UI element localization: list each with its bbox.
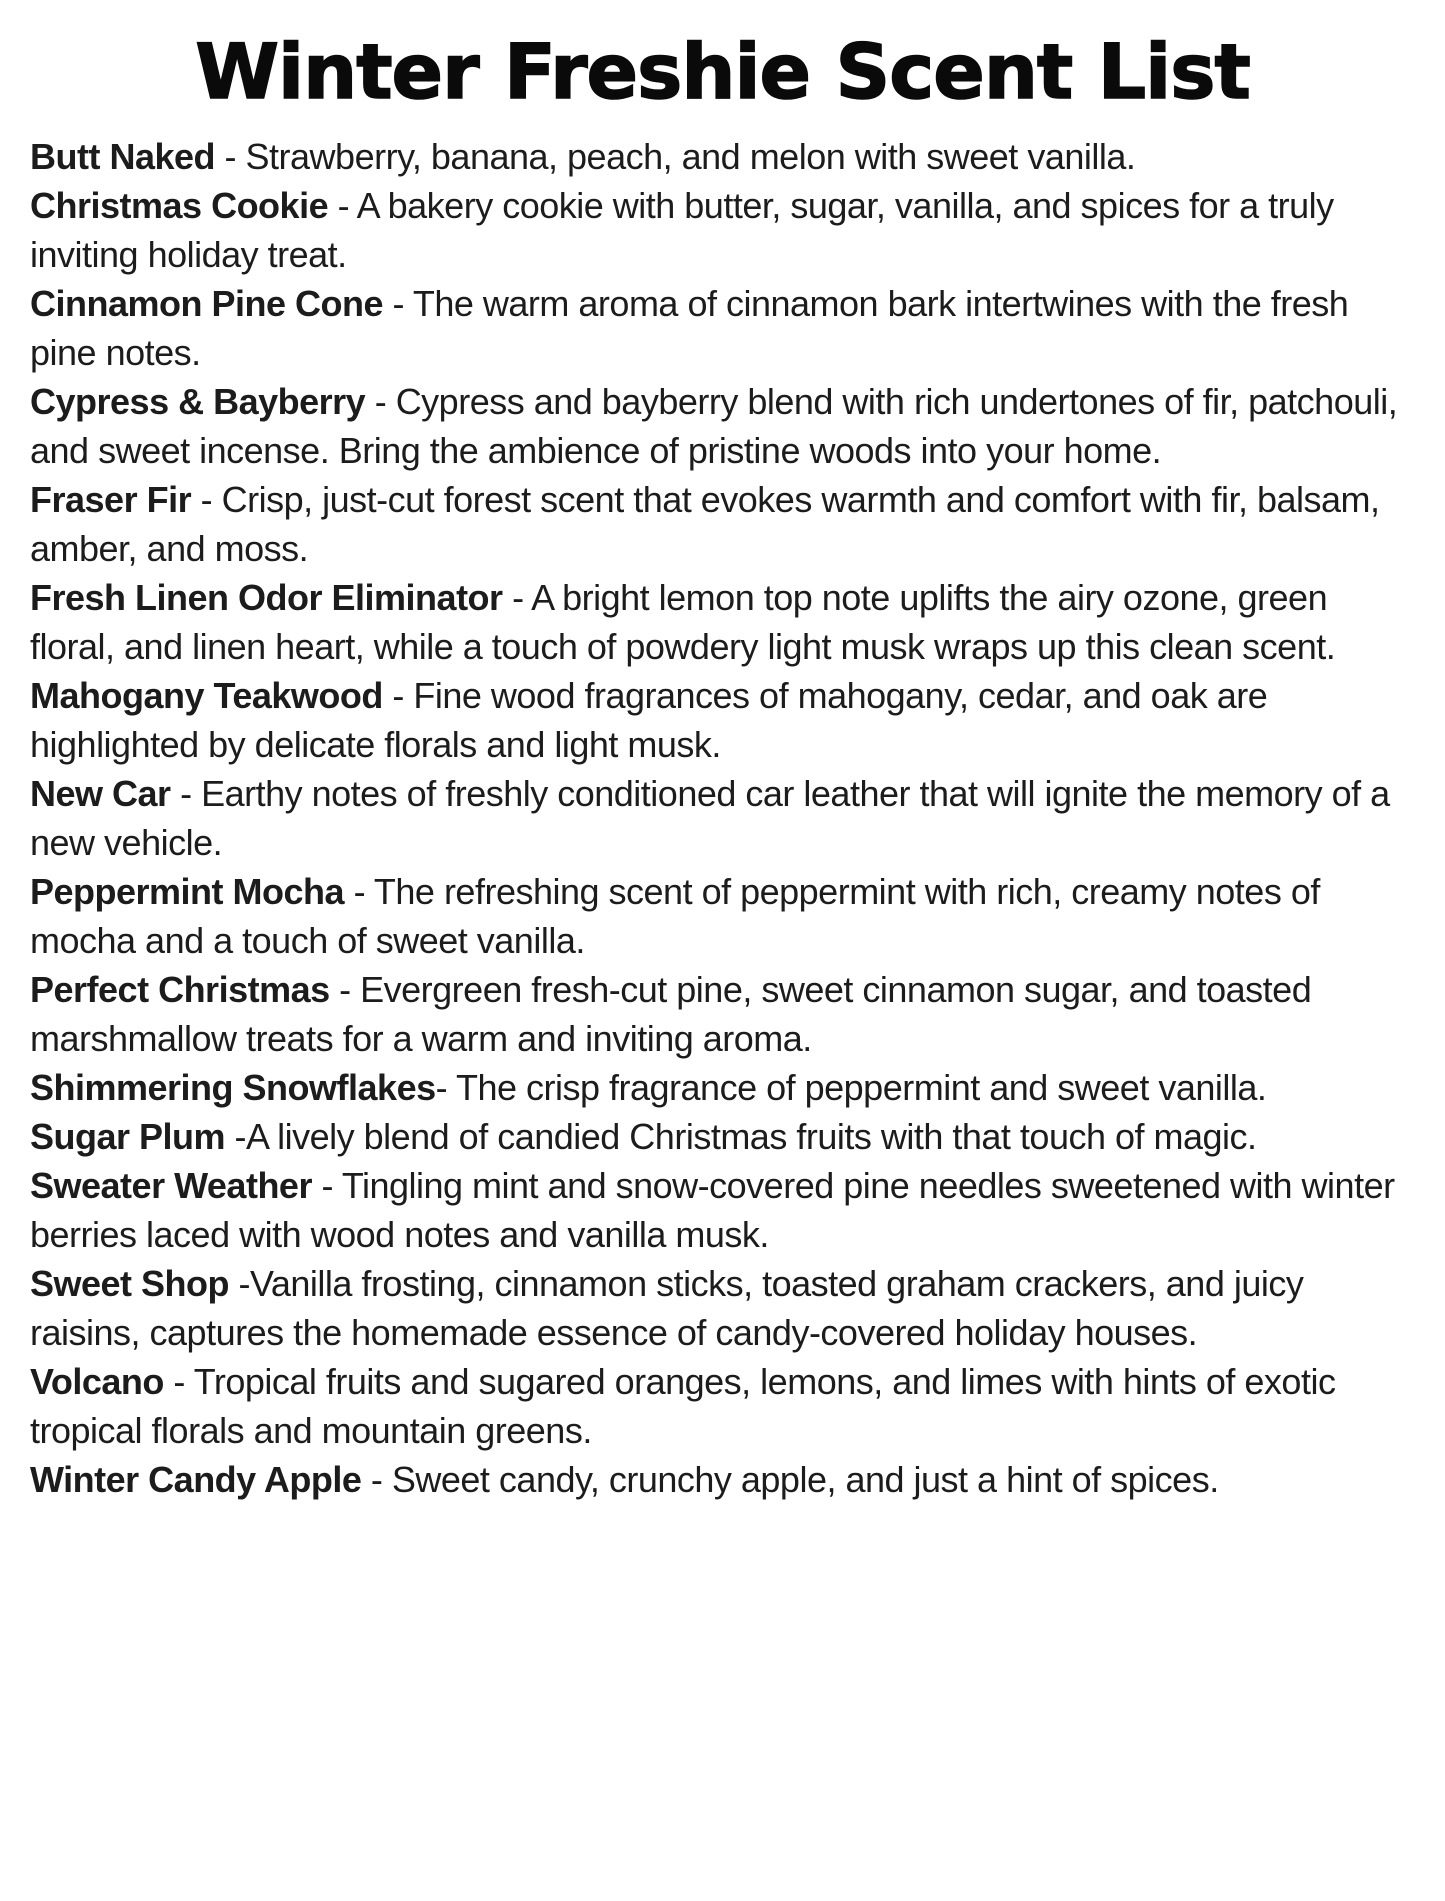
scent-name: Fraser Fir	[30, 478, 192, 520]
scent-item	[30, 671, 1415, 769]
scent-item	[30, 1357, 1415, 1455]
scent-description: Evergreen fresh-cut pine, sweet cinnamon sugar, and toasted marshmallow treats for a warm and inviting aroma.	[30, 968, 1321, 1059]
scent-description: A bright lemon top note uplifts the airy ozone, green floral, and linen heart, while a touch of powdery light musk wraps up this clean scent.	[30, 576, 1337, 667]
scent-name: New Car	[30, 772, 171, 814]
scent-name: Sweet Shop	[30, 1262, 230, 1304]
scent-description: Crisp, just-cut forest scent that evokes warmth and comfort with fir, balsam, amber, and moss.	[30, 478, 1390, 569]
scent-item	[30, 1112, 1415, 1161]
scent-item	[30, 965, 1415, 1063]
scent-separator: -	[344, 870, 374, 912]
scent-separator: -	[191, 478, 222, 520]
scent-description: A bakery cookie with butter, sugar, vanilla, and spices for a truly inviting holiday treat.	[30, 184, 1344, 275]
scent-name: Fresh Linen Odor Eliminator	[30, 576, 503, 618]
scent-description: Strawberry, banana, peach, and melon with sweet vanilla.	[245, 135, 1136, 177]
scent-separator: -	[215, 135, 246, 177]
scent-description: The warm aroma of cinnamon bark intertwines with the fresh pine notes.	[30, 282, 1358, 373]
scent-separator: -	[328, 184, 357, 226]
scent-description: Tropical fruits and sugared oranges, lemons, and limes with hints of exotic tropical florals and mountain greens.	[30, 1360, 1345, 1451]
scent-name: Cypress & Bayberry	[30, 380, 366, 422]
scent-item	[30, 1063, 1415, 1112]
scent-description: Earthy notes of freshly conditioned car leather that will ignite the memory of a new vehicle.	[30, 772, 1400, 863]
scent-separator: -	[382, 674, 414, 716]
scent-separator: -	[383, 282, 413, 324]
scent-name: Butt Naked	[30, 135, 216, 177]
scent-separator: -	[163, 1360, 194, 1402]
scent-separator: -	[502, 576, 532, 618]
scent-item	[30, 867, 1415, 965]
scent-separator: -	[365, 380, 396, 422]
scent-description: Tingling mint and snow-covered pine needles sweetened with winter berries laced with wood notes and vanilla musk.	[30, 1164, 1405, 1255]
scent-separator: -	[311, 1164, 342, 1206]
scent-item	[30, 475, 1415, 573]
scent-list	[30, 132, 1415, 1504]
scent-name: Shimmering Snowflakes	[30, 1066, 436, 1108]
scent-item	[30, 1259, 1415, 1357]
scent-description: A lively blend of candied Christmas fruits with that touch of magic.	[246, 1115, 1257, 1157]
scent-description: The refreshing scent of peppermint with rich, creamy notes of mocha and a touch of sweet vanilla.	[30, 870, 1330, 961]
scent-item	[30, 377, 1415, 475]
scent-item	[30, 132, 1415, 181]
scent-name: Sugar Plum	[30, 1115, 226, 1157]
scent-name: Sweater Weather	[30, 1164, 312, 1206]
scent-item	[30, 1161, 1415, 1259]
scent-name: Christmas Cookie	[30, 184, 329, 226]
scent-item	[30, 279, 1415, 377]
page-title: Winter Freshie Scent List	[195, 27, 1250, 116]
scent-description: Cypress and bayberry blend with rich undertones of fir, patchouli, and sweet incense. Bring the ambience of pristine woods into your home.	[30, 380, 1407, 471]
scent-name: Cinnamon Pine Cone	[30, 282, 384, 324]
scent-description: Sweet candy, crunchy apple, and just a hint of spices.	[391, 1458, 1219, 1500]
scent-name: Peppermint Mocha	[30, 870, 345, 912]
scent-description: The crisp fragrance of peppermint and sweet vanilla.	[455, 1066, 1267, 1108]
scent-separator: -	[170, 772, 202, 814]
scent-item	[30, 573, 1415, 671]
scent-separator: -	[229, 1262, 251, 1304]
scent-separator: -	[435, 1066, 456, 1108]
scent-separator: -	[225, 1115, 247, 1157]
scent-separator: -	[361, 1458, 392, 1500]
scent-separator: -	[329, 968, 361, 1010]
scent-item	[30, 769, 1415, 867]
scent-item	[30, 1455, 1415, 1504]
scent-name: Perfect Christmas	[30, 968, 330, 1010]
scent-description: Fine wood fragrances of mahogany, cedar, and oak are highlighted by delicate florals and light musk.	[30, 674, 1277, 765]
scent-name: Winter Candy Apple	[30, 1458, 362, 1500]
scent-name: Mahogany Teakwood	[30, 674, 383, 716]
scent-item	[30, 181, 1415, 279]
scent-description: Vanilla frosting, cinnamon sticks, toasted graham crackers, and juicy raisins, captures the homemade essence of candy-covered holiday houses.	[30, 1262, 1313, 1353]
scent-list-page	[0, 27, 1445, 1901]
scent-name: Volcano	[30, 1360, 164, 1402]
